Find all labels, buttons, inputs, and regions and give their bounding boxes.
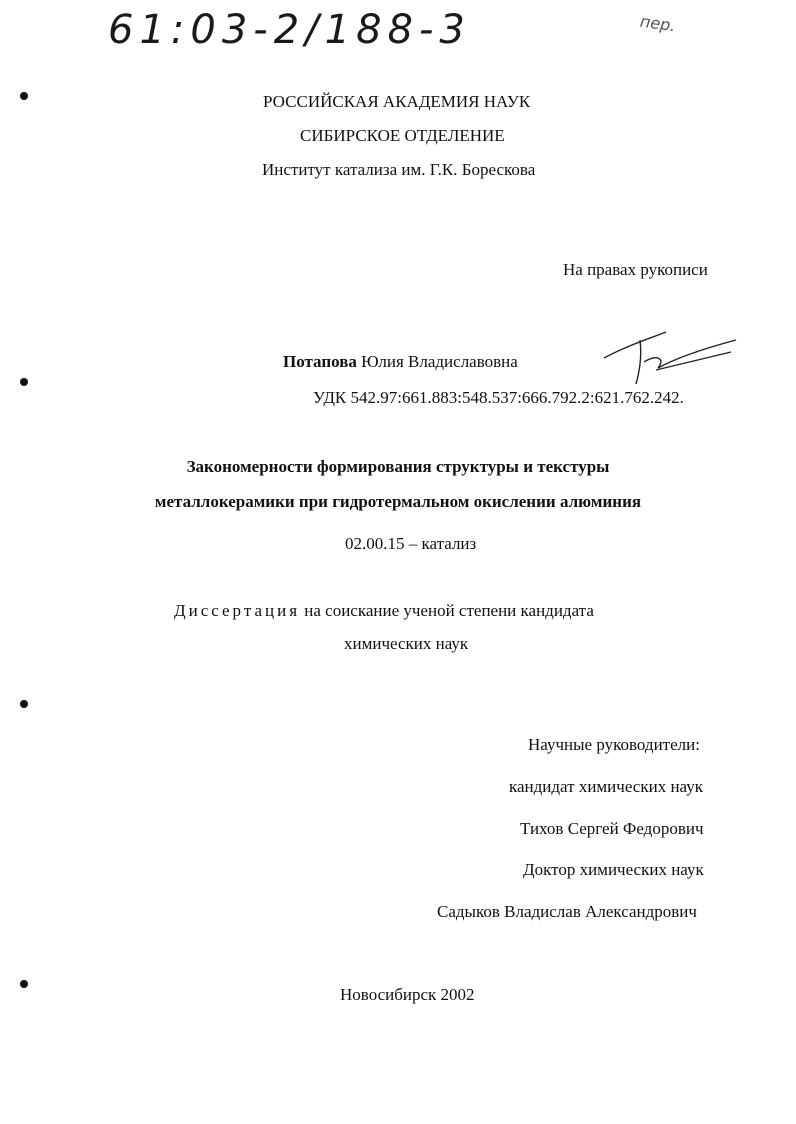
supervisors-heading: Научные руководители: [528,735,700,754]
branch-name: СИБИРСКОЕ ОТДЕЛЕНИЕ [300,126,505,145]
degree-statement-rest: на соискание ученой степени кандидата [304,601,594,620]
degree-statement [174,601,594,621]
binder-hole-mark [20,378,28,386]
binder-hole-mark [20,92,28,100]
handwritten-archive-code: 61:03-2/188-3 [108,7,471,53]
supervisor-1-name: Тихов Сергей Федорович [520,819,704,838]
binder-hole-mark [20,700,28,708]
dissertation-title-line-2: металлокерамики при гидротермальном окислении алюминия [154,492,642,511]
supervisor-2-title: Доктор химических наук [523,860,704,879]
manuscript-rights: На правах рукописи [563,260,708,279]
author-surname: Потапова [283,352,357,371]
specialty-code: 02.00.15 – катализ [345,534,477,553]
handwritten-note: пер. [638,11,677,36]
author-name [283,352,518,372]
city-year: Новосибирск 2002 [340,985,475,1004]
supervisor-2-name: Садыков Владислав Александрович [437,902,697,921]
supervisor-1-title: кандидат химических наук [509,777,703,796]
signature-icon [596,328,746,388]
udk-code: УДК 542.97:661.883:548.537:666.792.2:621.762.242. [313,388,684,407]
academy-name: РОССИЙСКАЯ АКАДЕМИЯ НАУК [263,92,531,111]
degree-word: Диссертация [174,601,301,620]
institute-name: Институт катализа им. Г.К. Борескова [262,160,536,179]
binder-hole-mark [20,980,28,988]
dissertation-title-line-1: Закономерности формирования структуры и текстуры [186,457,610,476]
degree-field: химических наук [344,634,469,653]
author-given-names: Юлия Владиславовна [361,352,518,371]
